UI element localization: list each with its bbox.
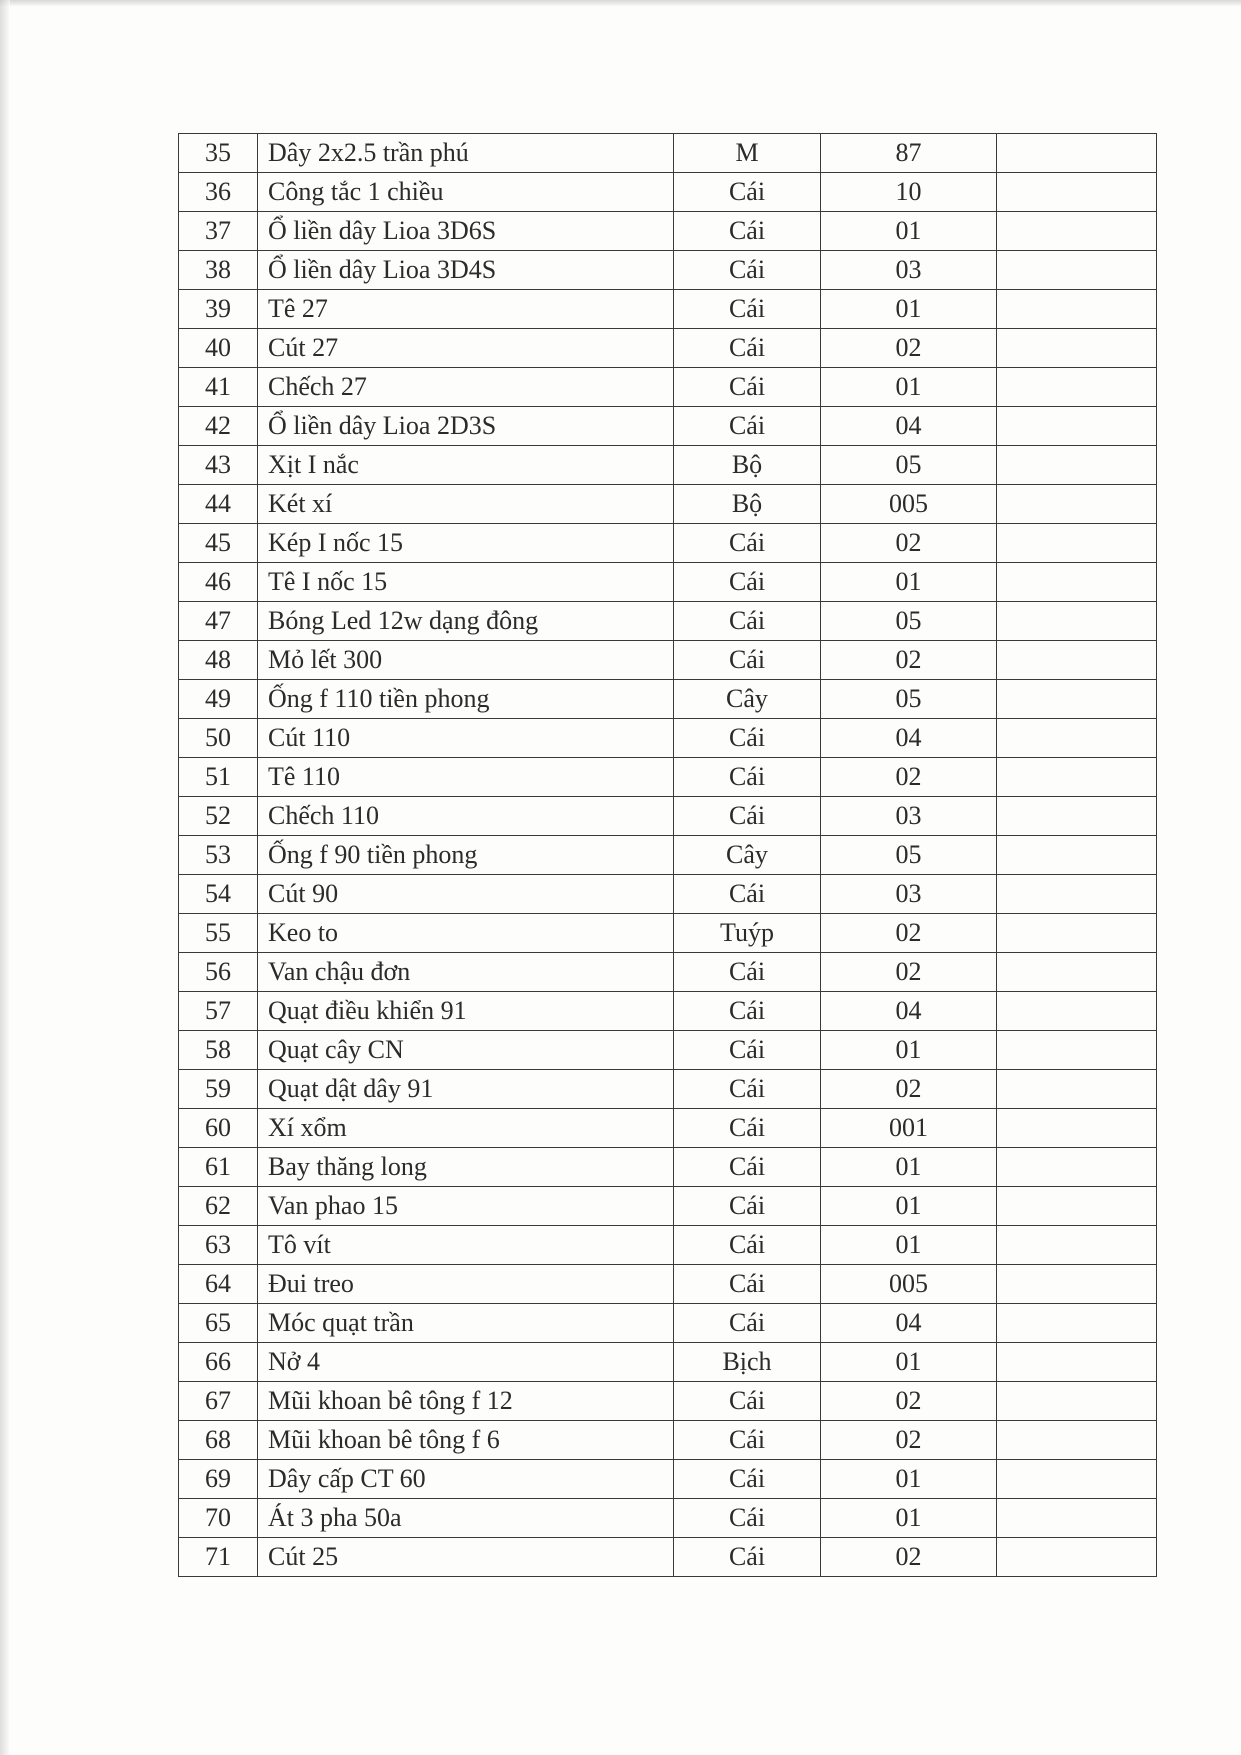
item-note <box>997 797 1157 836</box>
item-note <box>997 875 1157 914</box>
scan-edge-left <box>0 0 10 1755</box>
row-number: 49 <box>179 680 258 719</box>
item-unit: Tuýp <box>674 914 821 953</box>
row-number: 38 <box>179 251 258 290</box>
table-row <box>179 992 1157 1031</box>
item-name: Ống f 90 tiền phong <box>258 836 674 875</box>
table-row <box>179 134 1157 173</box>
item-quantity: 02 <box>821 641 997 680</box>
row-number: 56 <box>179 953 258 992</box>
row-number: 36 <box>179 173 258 212</box>
table-row <box>179 446 1157 485</box>
item-unit: Cái <box>674 368 821 407</box>
item-note <box>997 992 1157 1031</box>
item-unit: Cái <box>674 1148 821 1187</box>
row-number: 41 <box>179 368 258 407</box>
row-number: 57 <box>179 992 258 1031</box>
item-unit: Cái <box>674 407 821 446</box>
item-name: Keo to <box>258 914 674 953</box>
item-quantity: 01 <box>821 1499 997 1538</box>
table-row <box>179 1343 1157 1382</box>
item-name: Mũi khoan bê tông f 12 <box>258 1382 674 1421</box>
item-name: Mũi khoan bê tông f 6 <box>258 1421 674 1460</box>
table-row <box>179 1421 1157 1460</box>
item-note <box>997 329 1157 368</box>
row-number: 64 <box>179 1265 258 1304</box>
item-quantity: 005 <box>821 485 997 524</box>
table-row <box>179 1031 1157 1070</box>
item-note <box>997 1265 1157 1304</box>
item-quantity: 04 <box>821 992 997 1031</box>
row-number: 46 <box>179 563 258 602</box>
item-quantity: 01 <box>821 212 997 251</box>
item-unit: Cái <box>674 1304 821 1343</box>
row-number: 53 <box>179 836 258 875</box>
item-note <box>997 446 1157 485</box>
item-quantity: 01 <box>821 1031 997 1070</box>
item-unit: Cái <box>674 758 821 797</box>
row-number: 60 <box>179 1109 258 1148</box>
row-number: 44 <box>179 485 258 524</box>
item-name: Bay thăng long <box>258 1148 674 1187</box>
table-row <box>179 1109 1157 1148</box>
item-unit: Cái <box>674 212 821 251</box>
item-unit: Cây <box>674 680 821 719</box>
item-unit: Cái <box>674 1265 821 1304</box>
item-note <box>997 1460 1157 1499</box>
table-row <box>179 680 1157 719</box>
item-note <box>997 602 1157 641</box>
row-number: 59 <box>179 1070 258 1109</box>
item-quantity: 87 <box>821 134 997 173</box>
table-row <box>179 407 1157 446</box>
item-name: Tô vít <box>258 1226 674 1265</box>
row-number: 69 <box>179 1460 258 1499</box>
item-unit: M <box>674 134 821 173</box>
item-quantity: 04 <box>821 407 997 446</box>
row-number: 67 <box>179 1382 258 1421</box>
row-number: 37 <box>179 212 258 251</box>
item-note <box>997 641 1157 680</box>
item-name: Quạt cây CN <box>258 1031 674 1070</box>
item-unit: Cái <box>674 563 821 602</box>
item-note <box>997 953 1157 992</box>
table-row <box>179 1382 1157 1421</box>
item-note <box>997 719 1157 758</box>
item-name: Van chậu đơn <box>258 953 674 992</box>
item-quantity: 03 <box>821 875 997 914</box>
table-row <box>179 758 1157 797</box>
item-name: Cút 27 <box>258 329 674 368</box>
table-row <box>179 1460 1157 1499</box>
item-note <box>997 914 1157 953</box>
item-note <box>997 1070 1157 1109</box>
table-row <box>179 1148 1157 1187</box>
row-number: 58 <box>179 1031 258 1070</box>
item-note <box>997 836 1157 875</box>
table-row <box>179 290 1157 329</box>
item-quantity: 01 <box>821 563 997 602</box>
materials-table-body <box>179 134 1157 1577</box>
item-quantity: 02 <box>821 758 997 797</box>
row-number: 51 <box>179 758 258 797</box>
materials-table <box>178 133 1157 1577</box>
item-unit: Cái <box>674 953 821 992</box>
item-quantity: 01 <box>821 368 997 407</box>
table-row <box>179 1265 1157 1304</box>
table-row <box>179 1499 1157 1538</box>
item-unit: Cái <box>674 1226 821 1265</box>
item-unit: Cái <box>674 173 821 212</box>
item-note <box>997 1304 1157 1343</box>
item-name: Át 3 pha 50a <box>258 1499 674 1538</box>
item-name: Chếch 110 <box>258 797 674 836</box>
row-number: 45 <box>179 524 258 563</box>
item-note <box>997 1031 1157 1070</box>
row-number: 65 <box>179 1304 258 1343</box>
item-unit: Cái <box>674 1382 821 1421</box>
item-quantity: 05 <box>821 836 997 875</box>
table-row <box>179 524 1157 563</box>
table-row <box>179 251 1157 290</box>
item-unit: Cái <box>674 1538 821 1577</box>
scan-edge-top <box>0 0 1241 6</box>
item-quantity: 01 <box>821 1226 997 1265</box>
item-quantity: 02 <box>821 1538 997 1577</box>
item-quantity: 03 <box>821 251 997 290</box>
item-note <box>997 368 1157 407</box>
row-number: 68 <box>179 1421 258 1460</box>
table-row <box>179 329 1157 368</box>
item-quantity: 04 <box>821 719 997 758</box>
row-number: 35 <box>179 134 258 173</box>
item-quantity: 05 <box>821 602 997 641</box>
item-quantity: 01 <box>821 1460 997 1499</box>
row-number: 63 <box>179 1226 258 1265</box>
table-row <box>179 1187 1157 1226</box>
item-note <box>997 212 1157 251</box>
row-number: 66 <box>179 1343 258 1382</box>
row-number: 52 <box>179 797 258 836</box>
row-number: 70 <box>179 1499 258 1538</box>
item-quantity: 05 <box>821 446 997 485</box>
item-note <box>997 1343 1157 1382</box>
item-name: Tê I nốc 15 <box>258 563 674 602</box>
item-name: Xịt I nắc <box>258 446 674 485</box>
row-number: 40 <box>179 329 258 368</box>
item-unit: Cái <box>674 1109 821 1148</box>
item-unit: Cái <box>674 641 821 680</box>
table-row <box>179 1538 1157 1577</box>
item-name: Mỏ lết 300 <box>258 641 674 680</box>
table-row <box>179 953 1157 992</box>
row-number: 54 <box>179 875 258 914</box>
item-note <box>997 1382 1157 1421</box>
item-unit: Bộ <box>674 485 821 524</box>
item-note <box>997 485 1157 524</box>
item-unit: Cái <box>674 1187 821 1226</box>
item-name: Cút 25 <box>258 1538 674 1577</box>
item-quantity: 01 <box>821 1187 997 1226</box>
item-unit: Cái <box>674 1070 821 1109</box>
item-name: Ổ liền dây Lioa 3D6S <box>258 212 674 251</box>
item-name: Đui treo <box>258 1265 674 1304</box>
item-note <box>997 680 1157 719</box>
table-row <box>179 173 1157 212</box>
item-name: Van phao 15 <box>258 1187 674 1226</box>
item-quantity: 02 <box>821 524 997 563</box>
item-name: Dây cấp CT 60 <box>258 1460 674 1499</box>
item-note <box>997 524 1157 563</box>
item-quantity: 001 <box>821 1109 997 1148</box>
item-name: Nở 4 <box>258 1343 674 1382</box>
row-number: 55 <box>179 914 258 953</box>
item-name: Bóng Led 12w dạng đông <box>258 602 674 641</box>
item-quantity: 02 <box>821 1382 997 1421</box>
item-quantity: 01 <box>821 1148 997 1187</box>
row-number: 48 <box>179 641 258 680</box>
item-quantity: 01 <box>821 1343 997 1382</box>
item-name: Kép I nốc 15 <box>258 524 674 563</box>
item-name: Tê 27 <box>258 290 674 329</box>
item-note <box>997 173 1157 212</box>
item-unit: Cái <box>674 290 821 329</box>
item-note <box>997 1421 1157 1460</box>
item-unit: Cái <box>674 797 821 836</box>
item-name: Ống f 110 tiền phong <box>258 680 674 719</box>
item-note <box>997 134 1157 173</box>
table-row <box>179 914 1157 953</box>
row-number: 62 <box>179 1187 258 1226</box>
item-name: Chếch 27 <box>258 368 674 407</box>
item-note <box>997 563 1157 602</box>
item-unit: Cái <box>674 992 821 1031</box>
item-unit: Cái <box>674 524 821 563</box>
item-quantity: 02 <box>821 1421 997 1460</box>
row-number: 61 <box>179 1148 258 1187</box>
item-name: Xí xổm <box>258 1109 674 1148</box>
item-note <box>997 1538 1157 1577</box>
table-row <box>179 485 1157 524</box>
row-number: 43 <box>179 446 258 485</box>
item-quantity: 03 <box>821 797 997 836</box>
item-quantity: 005 <box>821 1265 997 1304</box>
row-number: 42 <box>179 407 258 446</box>
item-note <box>997 251 1157 290</box>
item-name: Móc quạt trần <box>258 1304 674 1343</box>
item-quantity: 01 <box>821 290 997 329</box>
table-row <box>179 797 1157 836</box>
table-row <box>179 641 1157 680</box>
item-unit: Cái <box>674 1421 821 1460</box>
table-row <box>179 368 1157 407</box>
table-row <box>179 1070 1157 1109</box>
table-row <box>179 602 1157 641</box>
item-unit: Cái <box>674 719 821 758</box>
item-name: Cút 110 <box>258 719 674 758</box>
table-row <box>179 563 1157 602</box>
item-quantity: 02 <box>821 953 997 992</box>
item-note <box>997 290 1157 329</box>
item-name: Ổ liền dây Lioa 2D3S <box>258 407 674 446</box>
item-note <box>997 1148 1157 1187</box>
table-row <box>179 212 1157 251</box>
row-number: 39 <box>179 290 258 329</box>
item-note <box>997 758 1157 797</box>
item-unit: Cái <box>674 602 821 641</box>
item-name: Quạt dật dây 91 <box>258 1070 674 1109</box>
table-row <box>179 1226 1157 1265</box>
item-name: Ổ liền dây Lioa 3D4S <box>258 251 674 290</box>
item-unit: Cái <box>674 251 821 290</box>
item-quantity: 02 <box>821 914 997 953</box>
item-quantity: 02 <box>821 329 997 368</box>
item-quantity: 04 <box>821 1304 997 1343</box>
item-unit: Bịch <box>674 1343 821 1382</box>
item-unit: Cái <box>674 1460 821 1499</box>
item-note <box>997 1226 1157 1265</box>
table-row <box>179 836 1157 875</box>
item-note <box>997 1187 1157 1226</box>
item-quantity: 02 <box>821 1070 997 1109</box>
item-name: Cút 90 <box>258 875 674 914</box>
row-number: 50 <box>179 719 258 758</box>
item-name: Dây 2x2.5 trần phú <box>258 134 674 173</box>
item-quantity: 10 <box>821 173 997 212</box>
table-row <box>179 1304 1157 1343</box>
item-quantity: 05 <box>821 680 997 719</box>
item-name: Công tắc 1 chiều <box>258 173 674 212</box>
item-unit: Cây <box>674 836 821 875</box>
item-unit: Cái <box>674 875 821 914</box>
item-note <box>997 1499 1157 1538</box>
table-row <box>179 875 1157 914</box>
item-unit: Cái <box>674 329 821 368</box>
table-row <box>179 719 1157 758</box>
item-name: Két xí <box>258 485 674 524</box>
row-number: 71 <box>179 1538 258 1577</box>
item-unit: Cái <box>674 1031 821 1070</box>
item-unit: Cái <box>674 1499 821 1538</box>
item-note <box>997 407 1157 446</box>
row-number: 47 <box>179 602 258 641</box>
item-name: Quạt điều khiển 91 <box>258 992 674 1031</box>
item-note <box>997 1109 1157 1148</box>
item-unit: Bộ <box>674 446 821 485</box>
item-name: Tê 110 <box>258 758 674 797</box>
